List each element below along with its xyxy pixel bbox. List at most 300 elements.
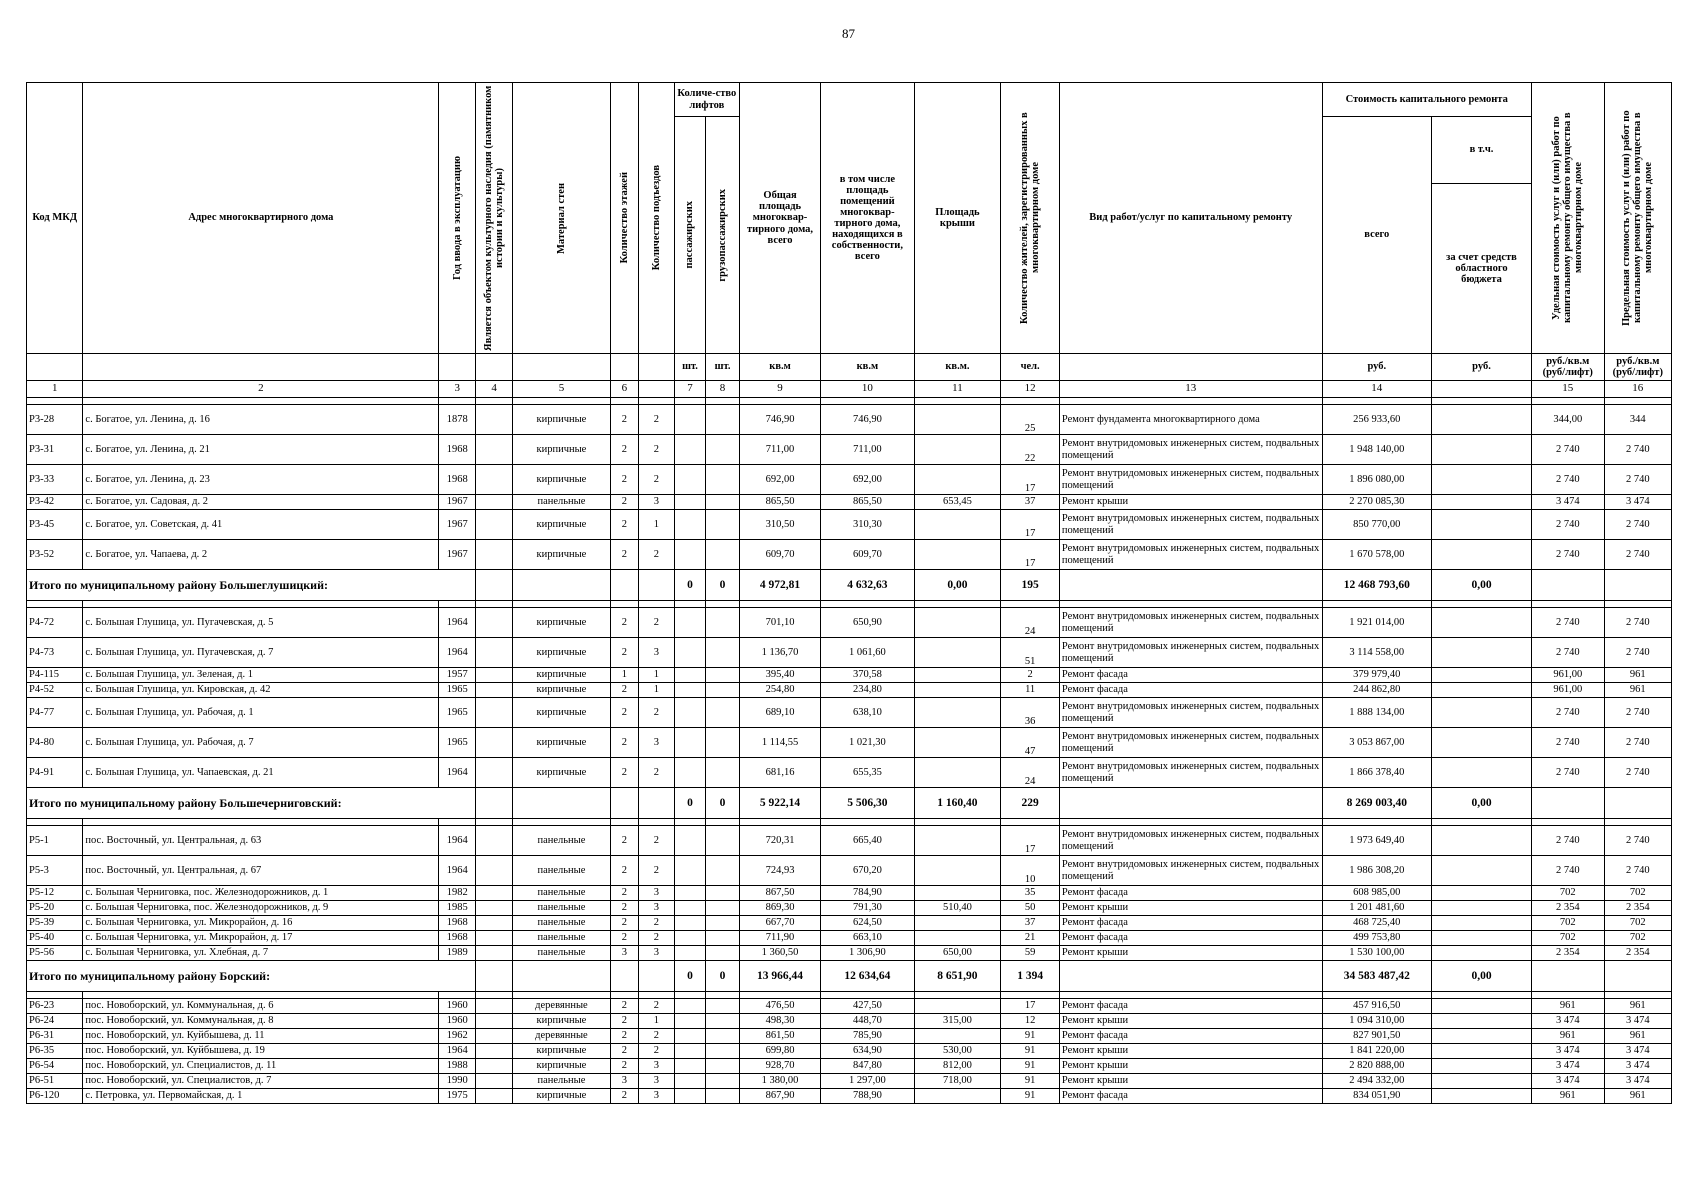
address-cell: пос. Новоборский, ул. Куйбышева, д. 11 [83,1029,439,1044]
column-number: 13 [1059,381,1322,398]
heritage-cell [476,916,513,931]
code-cell: Р4-77 [27,698,83,728]
floors-cell: 2 [610,758,638,788]
total-area-cell: 498,30 [739,1014,820,1029]
limit-cost-cell: 2 740 [1604,540,1671,570]
total-area-sum: 5 922,14 [739,788,820,819]
lifts-cargo-cell [706,495,740,510]
owned-area-cell: 784,90 [821,886,914,901]
header-entrances: Количество подъездов [638,83,674,354]
walls-cell: панельные [513,495,611,510]
roof-area-cell [914,999,1001,1014]
regional-cost-cell [1432,826,1532,856]
year-cell: 1989 [439,946,476,961]
walls-cell: кирпичные [513,510,611,540]
residents-cell: 2 [1001,668,1060,683]
heritage-cell [476,495,513,510]
unit-cost-cell: 2 740 [1531,638,1604,668]
roof-area-cell [914,856,1001,886]
address-cell: с. Большая Черниговка, ул. Микрорайон, д. 16 [83,916,439,931]
floors-cell: 3 [610,946,638,961]
year-cell: 1967 [439,540,476,570]
roof-area-cell: 315,00 [914,1014,1001,1029]
limit-cost-cell: 961 [1604,1029,1671,1044]
cost-cell: 608 985,00 [1322,886,1432,901]
regional-cost-cell [1432,510,1532,540]
owned-area-cell: 1 297,00 [821,1074,914,1089]
lifts-pass-cell [674,856,705,886]
residents-cell: 91 [1001,1089,1060,1104]
residents-cell: 91 [1001,1074,1060,1089]
regional-cost-cell [1432,1044,1532,1059]
owned-area-cell: 847,80 [821,1059,914,1074]
lifts-cargo-cell [706,638,740,668]
column-number: 4 [476,381,513,398]
residents-cell: 51 [1001,638,1060,668]
residents-cell: 91 [1001,1059,1060,1074]
entrances-cell: 3 [638,1059,674,1074]
year-cell: 1964 [439,856,476,886]
limit-cost-cell: 3 474 [1604,1014,1671,1029]
walls-cell: кирпичные [513,698,611,728]
year-cell: 1988 [439,1059,476,1074]
owned-area-cell: 427,50 [821,999,914,1014]
address-cell: пос. Новоборский, ул. Специалистов, д. 11 [83,1059,439,1074]
entrances-cell: 2 [638,931,674,946]
lifts-pass-cell [674,1074,705,1089]
total-area-cell: 701,10 [739,608,820,638]
table-row [27,540,1672,570]
cost-cell: 1 201 481,60 [1322,901,1432,916]
heritage-cell [476,728,513,758]
code-cell: Р5-12 [27,886,83,901]
unit-cost-cell: 702 [1531,886,1604,901]
unit-cost-cell: 702 [1531,931,1604,946]
header-incl: в т.ч. [1432,117,1532,184]
work-type-cell: Ремонт фасада [1059,668,1322,683]
lifts-pass-cell [674,916,705,931]
units-row [27,354,1672,381]
year-cell: 1967 [439,495,476,510]
lifts-cargo-cell [706,683,740,698]
heritage-cell [476,1014,513,1029]
table-row [27,668,1672,683]
limit-cost-cell: 3 474 [1604,495,1671,510]
entrances-cell: 2 [638,1029,674,1044]
walls-cell: панельные [513,856,611,886]
address-cell: с. Большая Черниговка, ул. Микрорайон, д. 17 [83,931,439,946]
unit-cost-cell: 2 740 [1531,608,1604,638]
residents-cell: 24 [1001,758,1060,788]
lifts-pass-cell [674,999,705,1014]
owned-area-cell: 655,35 [821,758,914,788]
unit-cost-cell: 2 740 [1531,856,1604,886]
header-limit-cost: Предельная стоимость услуг и (или) работ по капитальному ремонту общего имущества в многоквартирном доме [1604,83,1671,354]
residents-cell: 91 [1001,1044,1060,1059]
total-area-cell: 689,10 [739,698,820,728]
heritage-cell [476,638,513,668]
entrances-cell: 2 [638,826,674,856]
entrances-cell: 3 [638,1089,674,1104]
walls-cell: кирпичные [513,1089,611,1104]
total-area-cell: 865,50 [739,495,820,510]
lifts-cargo-cell [706,405,740,435]
unit-rub: руб. [1432,354,1532,381]
limit-cost-cell: 344 [1604,405,1671,435]
roof-area-cell [914,608,1001,638]
floors-cell: 2 [610,901,638,916]
table-row [27,728,1672,758]
regional-cost-cell [1432,465,1532,495]
unit-cost-cell: 2 740 [1531,540,1604,570]
lifts-pass-cell [674,510,705,540]
code-cell: Р6-54 [27,1059,83,1074]
work-type-cell: Ремонт фасада [1059,1029,1322,1044]
roof-area-cell [914,638,1001,668]
residents-sum: 195 [1001,570,1060,601]
unit-rub: руб. [1322,354,1432,381]
table-row [27,683,1672,698]
table-row [27,465,1672,495]
floors-cell: 2 [610,1089,638,1104]
table-row [27,638,1672,668]
heritage-cell [476,435,513,465]
roof-area-cell [914,916,1001,931]
table-row [27,1059,1672,1074]
year-cell: 1964 [439,608,476,638]
roof-area-cell [914,683,1001,698]
entrances-cell: 2 [638,758,674,788]
column-number: 10 [821,381,914,398]
unit-people: чел. [1001,354,1060,381]
header-residents: Количество жителей, зарегистрированных в многоквартирном доме [1001,83,1060,354]
total-area-cell: 609,70 [739,540,820,570]
year-cell: 1878 [439,405,476,435]
owned-area-cell: 609,70 [821,540,914,570]
work-type-cell: Ремонт внутридомовых инженерных систем, подвальных помещений [1059,465,1322,495]
residents-cell: 37 [1001,495,1060,510]
limit-cost-cell: 702 [1604,931,1671,946]
limit-cost-cell: 2 740 [1604,856,1671,886]
code-cell: Р3-31 [27,435,83,465]
limit-cost-cell: 2 740 [1604,826,1671,856]
total-area-cell: 724,93 [739,856,820,886]
lifts-cargo-cell [706,758,740,788]
address-cell: с. Богатое, ул. Садовая, д. 2 [83,495,439,510]
lifts-cargo-cell [706,465,740,495]
owned-area-cell: 310,30 [821,510,914,540]
residents-cell: 17 [1001,540,1060,570]
roof-area-cell [914,540,1001,570]
floors-cell: 2 [610,916,638,931]
lifts-pass-cell [674,931,705,946]
lifts-pass-cell [674,495,705,510]
year-cell: 1965 [439,698,476,728]
owned-area-sum: 12 634,64 [821,961,914,992]
cost-sum: 8 269 003,40 [1322,788,1432,819]
roof-area-cell: 530,00 [914,1044,1001,1059]
heritage-cell [476,1044,513,1059]
heritage-cell [476,901,513,916]
code-cell: Р4-72 [27,608,83,638]
roof-area-cell [914,1029,1001,1044]
cost-cell: 244 862,80 [1322,683,1432,698]
floors-cell: 2 [610,931,638,946]
work-type-cell: Ремонт внутридомовых инженерных систем, подвальных помещений [1059,698,1322,728]
total-area-cell: 667,70 [739,916,820,931]
regional-cost-cell [1432,916,1532,931]
entrances-cell: 3 [638,638,674,668]
cost-cell: 2 494 332,00 [1322,1074,1432,1089]
work-type-cell: Ремонт внутридомовых инженерных систем, подвальных помещений [1059,638,1322,668]
total-area-cell: 1 136,70 [739,638,820,668]
year-cell: 1975 [439,1089,476,1104]
header-floors: Количество этажей [610,83,638,354]
floors-cell: 3 [610,1074,638,1089]
code-cell: Р6-51 [27,1074,83,1089]
header-work-type: Вид работ/услуг по капитальному ремонту [1059,83,1322,354]
work-type-cell: Ремонт фасада [1059,886,1322,901]
heritage-cell [476,540,513,570]
table-row [27,510,1672,540]
capital-repair-table-wrapper [26,82,1672,1104]
regional-cost-cell [1432,856,1532,886]
address-cell: с. Большая Глушица, ул. Рабочая, д. 7 [83,728,439,758]
code-cell: Р5-3 [27,856,83,886]
regional-cost-cell [1432,683,1532,698]
work-type-cell: Ремонт внутридомовых инженерных систем, подвальных помещений [1059,856,1322,886]
floors-cell: 2 [610,826,638,856]
unit-spec: руб./кв.м (руб/лифт) [1604,354,1671,381]
address-cell: с. Богатое, ул. Ленина, д. 21 [83,435,439,465]
cost-cell: 457 916,50 [1322,999,1432,1014]
work-type-cell: Ремонт внутридомовых инженерных систем, подвальных помещений [1059,758,1322,788]
residents-cell: 22 [1001,435,1060,465]
address-cell: с. Богатое, ул. Советская, д. 41 [83,510,439,540]
lifts-cargo-cell [706,946,740,961]
residents-cell: 37 [1001,916,1060,931]
code-cell: Р6-31 [27,1029,83,1044]
walls-cell: кирпичные [513,465,611,495]
code-cell: Р5-20 [27,901,83,916]
heritage-cell [476,826,513,856]
district-total-label: Итого по муниципальному району Борский: [27,961,476,992]
address-cell: пос. Новоборский, ул. Коммунальная, д. 6 [83,999,439,1014]
unit-cost-cell: 2 740 [1531,465,1604,495]
floors-cell: 2 [610,1059,638,1074]
lifts-pass-cell [674,668,705,683]
limit-cost-cell: 2 740 [1604,758,1671,788]
lifts-pass-cell [674,683,705,698]
walls-cell: панельные [513,946,611,961]
address-cell: с. Большая Черниговка, ул. Хлебная, д. 7 [83,946,439,961]
year-cell: 1965 [439,683,476,698]
regional-cost-cell [1432,668,1532,683]
lifts-cargo-cell [706,886,740,901]
unit-cost-cell: 3 474 [1531,1074,1604,1089]
unit-area: кв.м [821,354,914,381]
column-number: 8 [706,381,740,398]
unit-cost-cell: 3 474 [1531,1014,1604,1029]
heritage-cell [476,856,513,886]
residents-cell: 11 [1001,683,1060,698]
floors-cell: 2 [610,886,638,901]
table-row [27,1074,1672,1089]
total-lifts-pass: 0 [674,788,705,819]
floors-cell: 2 [610,465,638,495]
regional-cost-cell [1432,608,1532,638]
work-type-cell: Ремонт внутридомовых инженерных систем, подвальных помещений [1059,510,1322,540]
limit-cost-cell: 2 740 [1604,510,1671,540]
roof-area-cell [914,758,1001,788]
regional-cost-sum: 0,00 [1432,788,1532,819]
header-lifts-cargo: грузопассажирских [706,117,740,354]
year-cell: 1968 [439,916,476,931]
lifts-pass-cell [674,1014,705,1029]
code-cell: Р3-45 [27,510,83,540]
unit-cost-cell: 961 [1531,999,1604,1014]
regional-cost-cell [1432,1089,1532,1104]
roof-area-cell: 812,00 [914,1059,1001,1074]
unit-cost-cell: 344,00 [1531,405,1604,435]
year-cell: 1968 [439,435,476,465]
heritage-cell [476,886,513,901]
roof-area-cell [914,668,1001,683]
column-number: 15 [1531,381,1604,398]
cost-cell: 379 979,40 [1322,668,1432,683]
year-cell: 1964 [439,1044,476,1059]
owned-area-cell: 791,30 [821,901,914,916]
table-row [27,901,1672,916]
table-row [27,826,1672,856]
lifts-pass-cell [674,1044,705,1059]
floors-cell: 2 [610,728,638,758]
total-area-cell: 310,50 [739,510,820,540]
district-total-label: Итого по муниципальному району Большеглушицкий: [27,570,476,601]
regional-cost-cell [1432,540,1532,570]
unit-cost-cell: 961 [1531,1089,1604,1104]
work-type-cell: Ремонт крыши [1059,495,1322,510]
total-area-cell: 711,90 [739,931,820,946]
total-lifts-pass: 0 [674,570,705,601]
limit-cost-cell: 961 [1604,683,1671,698]
total-lifts-cargo: 0 [706,788,740,819]
roof-area-cell: 718,00 [914,1074,1001,1089]
year-cell: 1968 [439,465,476,495]
code-cell: Р6-120 [27,1089,83,1104]
address-cell: с. Большая Черниговка, пос. Железнодорожников, д. 9 [83,901,439,916]
lifts-cargo-cell [706,856,740,886]
cost-cell: 1 948 140,00 [1322,435,1432,465]
header-lifts: Количе-ство лифтов [674,83,739,117]
total-area-cell: 395,40 [739,668,820,683]
address-cell: с. Большая Глушица, ул. Кировская, д. 42 [83,683,439,698]
cost-cell: 1 973 649,40 [1322,826,1432,856]
entrances-cell: 2 [638,608,674,638]
owned-area-cell: 746,90 [821,405,914,435]
residents-cell: 10 [1001,856,1060,886]
heritage-cell [476,510,513,540]
code-cell: Р3-42 [27,495,83,510]
owned-area-cell: 788,90 [821,1089,914,1104]
owned-area-cell: 670,20 [821,856,914,886]
year-cell: 1968 [439,931,476,946]
residents-cell: 47 [1001,728,1060,758]
residents-cell: 35 [1001,886,1060,901]
heritage-cell [476,668,513,683]
limit-cost-cell: 2 354 [1604,946,1671,961]
floors-cell: 2 [610,638,638,668]
walls-cell: кирпичные [513,435,611,465]
residents-sum: 229 [1001,788,1060,819]
lifts-cargo-cell [706,1044,740,1059]
owned-area-cell: 634,90 [821,1044,914,1059]
table-row [27,608,1672,638]
entrances-cell: 1 [638,1014,674,1029]
owned-area-cell: 650,90 [821,608,914,638]
year-cell: 1967 [439,510,476,540]
regional-cost-cell [1432,1074,1532,1089]
residents-cell: 17 [1001,465,1060,495]
lifts-cargo-cell [706,1089,740,1104]
walls-cell: деревянные [513,999,611,1014]
walls-cell: кирпичные [513,758,611,788]
owned-area-cell: 692,00 [821,465,914,495]
column-number: 7 [674,381,705,398]
address-cell: пос. Восточный, ул. Центральная, д. 63 [83,826,439,856]
year-cell: 1982 [439,886,476,901]
heritage-cell [476,1089,513,1104]
owned-area-cell: 665,40 [821,826,914,856]
walls-cell: деревянные [513,1029,611,1044]
address-cell: с. Большая Черниговка, пос. Железнодорожников, д. 1 [83,886,439,901]
limit-cost-cell: 2 740 [1604,465,1671,495]
cost-cell: 468 725,40 [1322,916,1432,931]
roof-area-cell [914,510,1001,540]
address-cell: с. Богатое, ул. Ленина, д. 23 [83,465,439,495]
entrances-cell: 3 [638,901,674,916]
heritage-cell [476,465,513,495]
roof-area-cell [914,728,1001,758]
lifts-cargo-cell [706,999,740,1014]
walls-cell: панельные [513,916,611,931]
regional-cost-cell [1432,886,1532,901]
table-row [27,758,1672,788]
limit-cost-cell: 2 740 [1604,638,1671,668]
owned-area-sum: 5 506,30 [821,788,914,819]
floors-cell: 2 [610,1044,638,1059]
limit-cost-cell: 3 474 [1604,1059,1671,1074]
header-cost: Стоимость капитального ремонта [1322,83,1531,117]
regional-cost-cell [1432,1059,1532,1074]
unit-area: кв.м. [914,354,1001,381]
header-address: Адрес многоквартирного дома [83,83,439,354]
lifts-cargo-cell [706,931,740,946]
work-type-cell: Ремонт крыши [1059,1014,1322,1029]
total-lifts-cargo: 0 [706,961,740,992]
lifts-cargo-cell [706,1029,740,1044]
work-type-cell: Ремонт внутридомовых инженерных систем, подвальных помещений [1059,608,1322,638]
heritage-cell [476,758,513,788]
walls-cell: кирпичные [513,728,611,758]
walls-cell: панельные [513,886,611,901]
regional-cost-cell [1432,495,1532,510]
unit-cost-cell: 2 740 [1531,728,1604,758]
entrances-cell: 3 [638,728,674,758]
entrances-cell: 2 [638,540,674,570]
code-cell: Р4-80 [27,728,83,758]
lifts-pass-cell [674,728,705,758]
